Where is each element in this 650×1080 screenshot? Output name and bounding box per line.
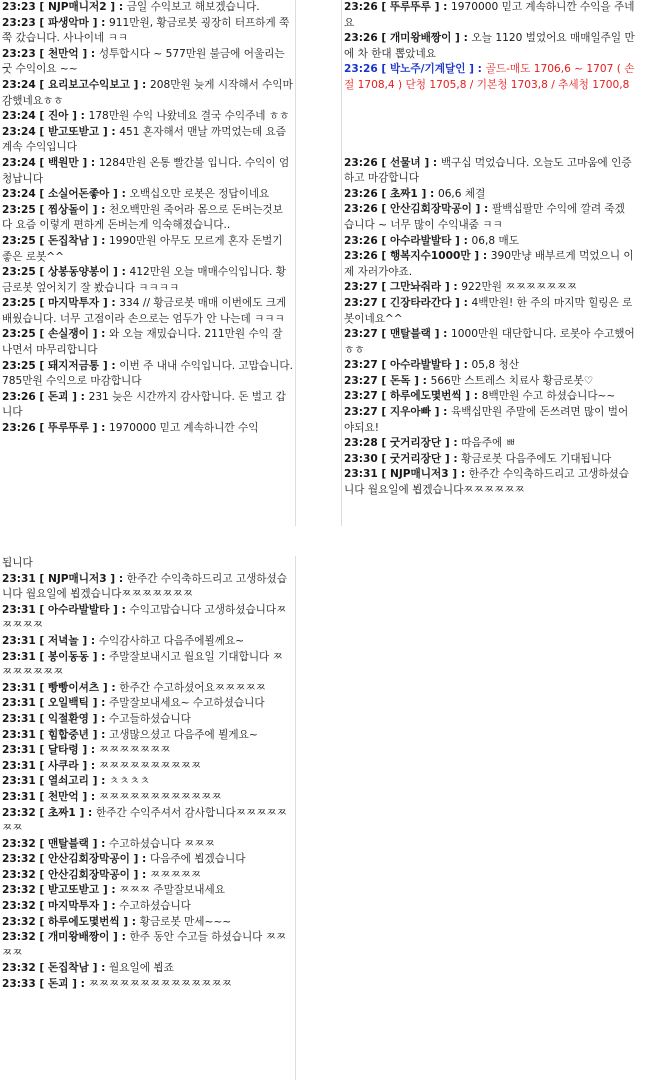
message-time: 23:27 (344, 281, 378, 294)
message-author: 소실어돈좋아 (47, 188, 110, 201)
message-author: 긴장타라간다 (389, 296, 452, 309)
message-time: 23:26 (344, 203, 378, 216)
chat-log-panel-right (341, 0, 637, 526)
message-author: 아수라발발타 (389, 234, 452, 247)
message-time: 23:32 (2, 837, 36, 850)
message-author: 저녁놀 (47, 634, 79, 647)
chat-message: 23:31 [ NJP매니저3 ] : 한주간 수익축하드리고 고생하셨습니다 월요일에 뵙겠습니다ㅉㅉㅉㅉㅉㅉㅉ (2, 572, 288, 601)
chat-message: 23:31 [ 오일백틱 ] : 주말잘보내세요~ 수고하셨습니다 (2, 697, 265, 710)
message-time: 23:26 (344, 32, 378, 45)
message-time: 23:26 (344, 156, 378, 169)
chat-message: 23:30 [ 굿거리장단 ] : 황금로봇 다음주에도 기대됩니다 (344, 452, 612, 465)
chat-message: 23:26 [ 아수라발발타 ] : 06,8 매도 (344, 234, 519, 247)
chat-message: 23:28 [ 굿거리장단 ] : 따음주에 ㅃ (344, 437, 516, 450)
message-time: 23:25 (2, 328, 36, 341)
message-author: 받고또받고 (47, 125, 100, 138)
chat-message: 23:26 [ 뚜루뚜루 ] : 1970000 믿고 계속하니깐 수익 (2, 422, 259, 435)
message-author: 초짜1 (389, 187, 418, 200)
chat-message: 23:31 [ NJP매니저3 ] : 한주간 수익축하드리고 고생하셨습니다 월요일에 뵙겠습니다ㅉㅉㅉㅉㅉㅉ (344, 468, 630, 497)
message-time: 23:25 (2, 359, 36, 372)
chat-message: 23:32 [ 돈집착남 ] : 월요일에 뵙죠 (2, 962, 174, 975)
message-author: 초짜1 (47, 806, 76, 819)
message-text: 와 오늘 재밌습니다. 211만원 수익 잘 나면서 마무리합니다 (2, 328, 283, 357)
message-author: 사쿠라 (47, 759, 79, 772)
message-time: 23:31 (2, 603, 36, 616)
message-author: 아수라발발타 (389, 359, 452, 372)
message-time: 23:26 (2, 422, 36, 435)
message-author: 돈괴 (47, 978, 69, 991)
message-author: 선물녀 (389, 156, 421, 169)
chat-message: 23:32 [ 받고또받고 ] : ㅉㅉㅉ 주말잘보내세요 (2, 884, 225, 897)
message-text: 922만원 ㅉㅉㅉㅉㅉㅉㅉ (461, 281, 577, 294)
message-text: 월요일에 뵙죠 (109, 962, 174, 975)
chat-message: 23:32 [ 초짜1 ] : 한주간 수익주셔서 감사합니다ㅉㅉㅉㅉㅉㅉㅉ (2, 806, 287, 835)
message-time: 23:32 (2, 806, 36, 819)
message-author: 행복지수1000만 (389, 250, 471, 263)
message-text: 따음주에 ㅃ (461, 437, 516, 450)
chat-message: 23:26 [ 돈괴 ] : 231 늦은 시간까지 감사합니다. 돈 벌고 갑니다 (2, 390, 286, 419)
message-text: 208만원 늦게 시작해서 수익마감했네요ㅎㅎ (2, 78, 293, 107)
chat-message: 23:31 [ 아수라발발타 ] : 수익고맙습니다 고생하셨습니다ㅉㅉㅉㅉㅉ (2, 603, 287, 632)
chat-message: 23:24 [ 요리보고수익보고 ] : 208만원 늦게 시작해서 수익마감했네요ㅎㅎ (2, 78, 293, 107)
message-time: 23:31 (2, 650, 36, 663)
chat-message: 23:31 [ 봉이동동 ] : 주말잘보내시고 월요일 기대합니다 ㅉㅉㅉㅉㅉㅉㅉ (2, 650, 283, 679)
message-author: 그만놔줘라 (389, 281, 442, 294)
message-text: 231 늦은 시간까지 감사합니다. 돈 벌고 갑니다 (2, 390, 286, 419)
message-text: 1970000 믿고 계속하니깐 수익을 주네요 (344, 1, 635, 29)
message-text: 1000만원 대단합니다. 로봇아 수고했어 ㅎㅎ (344, 328, 635, 356)
message-text: 고생많으셨고 다음주에 뵐게요~ (109, 728, 258, 741)
message-text: 수고하셨습니다 ㅉㅉㅉ (109, 837, 215, 850)
message-text: ㅉㅉㅉㅉㅉㅉㅉㅉㅉㅉㅉㅉ (98, 790, 222, 803)
message-text: 수고하셨습니다 (119, 900, 191, 913)
message-author: 돈독 (389, 374, 411, 387)
message-author: 지우아빠 (389, 406, 431, 419)
message-time: 23:27 (344, 359, 378, 372)
message-time: 23:33 (2, 978, 36, 991)
message-author: NJP매니저3 (389, 468, 449, 481)
message-author: NJP매니저2 (47, 1, 107, 13)
chat-message: 23:25 [ 마지막투자 ] : 334 // 황금로봇 매매 이번에도 크게 배웠습니다. 너무 고점이라 손으로는 엄두가 안 나는데 ㅋㅋㅋ (2, 297, 287, 325)
message-author: 봉이동동 (47, 650, 89, 663)
chat-message: 23:25 [ 돈집착남 ] : 1990만원 아무도 모르게 혼자 돈벌기 좋은 로봇^^ (2, 234, 283, 263)
message-text: 육백십만원 주말에 돈쓰려면 많이 벌어야되요! (344, 406, 629, 434)
message-text: ㅉㅉㅉㅉㅉ (149, 868, 202, 881)
message-author: 굿거리장단 (389, 452, 442, 465)
message-time: 23:26 (344, 1, 378, 13)
message-author: 빵빵이셔츠 (47, 681, 100, 694)
chat-message: 23:32 [ 개미왕배짱이 ] : 한주 동안 수고들 하셨습니다 ㅉㅉㅉㅉ (2, 931, 287, 959)
message-time: 23:23 (2, 16, 36, 29)
chat-message: 23:23 [ 파생악마 ] : 911만원, 황금로봇 굉장히 터프하게 쭉쭉 갔습니다. 사나이네 ㅋㅋ (2, 16, 290, 45)
chat-message: 23:26 [ 초짜1 ] : 06,6 체결 (344, 187, 486, 200)
message-text: 오늘 1120 벌었어요 매매일주일 만에 차 한대 뽑았네요 (344, 32, 635, 60)
message-author: 오일백틱 (47, 697, 89, 710)
chat-message: 23:31 [ 저녁놀 ] : 수익감사하고 다음주에뵐께요~ (2, 634, 245, 647)
message-time: 23:25 (2, 203, 36, 216)
chat-message: 23:33 [ 돈괴 ] : ㅉㅉㅉㅉㅉㅉㅉㅉㅉㅉㅉㅉㅉㅉ (2, 978, 232, 991)
chat-log-panel-left (0, 0, 296, 526)
message-author: 요리보고수익보고 (47, 78, 130, 91)
message-gap (342, 94, 637, 156)
chat-log-panel-bottom (0, 556, 296, 1080)
message-author: 뚜루뚜루 (389, 1, 431, 13)
message-text: 06,8 매도 (471, 234, 519, 247)
chat-message: 23:26 [ 개미왕배짱이 ] : 오늘 1120 벌었어요 매매일주일 만에 차 한대 뽑았네요 (344, 32, 635, 60)
message-time: 23:24 (2, 156, 36, 169)
chat-message (0, 556, 295, 572)
chat-message: 23:27 [ 돈독 ] : 566만 스트레스 치료사 황금로봇♡ (344, 374, 594, 387)
message-text: 금일 수익보고 해보겠습니다. (126, 1, 260, 13)
chat-message: 23:24 [ 백원만 ] : 1284만원 온통 빨간불 입니다. 수익이 엄청납니다 (2, 156, 290, 185)
message-time: 23:32 (2, 900, 36, 913)
message-author: 돈집착남 (47, 962, 89, 975)
chat-message: 23:26 [ 뚜루뚜루 ] : 1970000 믿고 계속하니깐 수익을 주네요 (344, 1, 635, 29)
message-time: 23:32 (2, 962, 36, 975)
message-text: 334 // 황금로봇 매매 이번에도 크게 배웠습니다. 너무 고점이라 손으로는 엄두가 안 나는데 ㅋㅋㅋ (2, 297, 287, 325)
message-author: 박노주/기계달인 (389, 63, 466, 76)
message-time: 23:32 (2, 868, 36, 881)
message-author: 상봉동양봉이 (47, 266, 110, 279)
chat-message: 23:31 [ 빵빵이셔츠 ] : 한주간 수고하셨어요ㅉㅉㅉㅉㅉ (2, 681, 266, 694)
message-text: 390만냥 배부르게 먹었으니 이제 자러가야죠. (344, 250, 634, 278)
message-time: 23:32 (2, 915, 36, 928)
message-author: 천만억 (47, 790, 79, 803)
message-time: 23:31 (344, 468, 378, 481)
message-time: 23:31 (2, 728, 36, 741)
chat-message: 23:31 [ 열쇠고리 ] : ㅊㅊㅊㅊ (2, 775, 150, 788)
message-text: 06,6 체결 (437, 187, 486, 200)
message-author: 뚜루뚜루 (47, 422, 89, 435)
chat-message: 23:24 [ 소실어돈좋아 ] : 오백십오만 로봇은 정답이네요 (2, 188, 270, 201)
message-text: 다음주에 뵙겠습니다 (149, 853, 246, 866)
message-author: 맨탈블랙 (389, 328, 431, 341)
message-time: 23:26 (344, 187, 378, 200)
message-time: 23:23 (2, 1, 36, 13)
message-text: 수고들하셨습니다 (109, 712, 191, 725)
chat-message: 23:26 [ 선물녀 ] : 백구십 먹었습니다. 오늘도 고마움에 인증하고 마감합니다 (344, 156, 632, 185)
chat-message: 23:31 [ 힘합중년 ] : 고생많으셨고 다음주에 뵐게요~ (2, 728, 258, 741)
message-time: 23:32 (2, 853, 36, 866)
message-text: 566만 스트레스 치료사 황금로봇♡ (430, 374, 594, 387)
message-time: 23:23 (2, 47, 36, 60)
message-author: 아수라발발타 (47, 603, 110, 616)
message-text: 이번 주 내내 수익입니다. 고맙습니다. 785만원 수익으로 마감합니다 (2, 359, 293, 388)
message-text: 한주간 수익축하드리고 고생하셨습니다 월요일에 뵙겠습니다ㅉㅉㅉㅉㅉㅉㅉ (2, 572, 288, 601)
message-author: 힘합중년 (47, 728, 89, 741)
message-time: 23:24 (2, 188, 36, 201)
message-time: 23:25 (2, 266, 36, 279)
message-time: 23:27 (344, 406, 378, 419)
message-text: 황금로봇 만세~~~ (139, 915, 232, 928)
message-text: 팔백십팔만 수익에 깔려 죽겠습니다 ~ 너무 많이 수익내줌 ㅋㅋ (344, 203, 625, 231)
message-time: 23:24 (2, 125, 36, 138)
message-text: 수익감사하고 다음주에뵐께요~ (98, 634, 245, 647)
message-text: 911만원, 황금로봇 굉장히 터프하게 쭉쭉 갔습니다. 사나이네 ㅋㅋ (2, 16, 290, 45)
message-time: 23:31 (2, 759, 36, 772)
message-time: 23:26 (2, 390, 36, 403)
message-author: 달타령 (47, 744, 79, 757)
chat-message: 23:26 [ 안산김회장막공이 ] : 팔백십팔만 수익에 깔려 죽겠습니다 ~ 너무 많이 수익내줌 ㅋㅋ (344, 203, 625, 231)
message-text: 412만원 오늘 매매수익입니다. 황금로봇 엎어치기 잘 봤습니다 ㅋㅋㅋㅋ (2, 266, 287, 294)
message-time: 23:32 (2, 884, 36, 897)
chat-message: 23:25 [ 돼지저금통 ] : 이번 주 내내 수익입니다. 고맙습니다. 785만원 수익으로 마감합니다 (2, 359, 293, 388)
chat-message: 23:26 [ 행복지수1000만 ] : 390만냥 배부르게 먹었으니 이제 자러가야죠. (344, 250, 634, 278)
message-text: 황금로봇 다음주에도 기대됩니다 (461, 452, 612, 465)
message-author: 안산김회장막공이 (47, 868, 130, 881)
message-text: 주말잘보내시고 월요일 기대합니다 ㅉㅉㅉㅉㅉㅉㅉ (2, 650, 283, 679)
message-author: NJP매니저3 (47, 572, 107, 585)
message-time: 23:31 (2, 712, 36, 725)
message-text: 천오백만원 죽어라 몸으로 돈버는것보다 요즘 이렇게 편하게 돈버는게 익숙해졌습니다.. (2, 203, 283, 232)
chat-message: 23:32 [ 하루에도몇번씩 ] : 황금로봇 만세~~~ (2, 915, 232, 928)
message-author: 돈괴 (47, 390, 69, 403)
message-author: 익절환영 (47, 712, 89, 725)
message-time: 23:32 (2, 931, 36, 944)
message-time: 23:26 (344, 63, 378, 76)
message-text: ㅉㅉㅉ 주말잘보내세요 (119, 884, 225, 897)
chat-message: 23:27 [ 하루에도몇번씩 ] : 8백만원 수고 하셨습니다~~ (344, 390, 616, 403)
message-text: 성투합시다 ~ 577만원 불금에 어울리는 굿 수익이요 ~~ (2, 47, 285, 76)
message-time: 23:31 (2, 744, 36, 757)
message-text: 수익고맙습니다 고생하셨습니다ㅉㅉㅉㅉㅉ (2, 603, 287, 632)
chat-message-highlighted: 23:26 [ 박노주/기계달인 ] : 골드-매도 1706,6 ~ 1707 ( 손절 1708,4 ) 단청 1705,8 / 기본청 1703,8 / 추세청 1700,8 (344, 63, 635, 91)
message-author: 파생악마 (47, 16, 89, 29)
message-text: 05,8 청산 (471, 359, 519, 372)
chat-message: 23:32 [ 안산김회장막공이 ] : ㅉㅉㅉㅉㅉ (2, 868, 202, 881)
message-time: 23:30 (344, 452, 378, 465)
message-time: 23:31 (2, 775, 36, 788)
message-author: 굿거리장단 (389, 437, 442, 450)
message-text: ㅉㅉㅉㅉㅉㅉㅉㅉㅉㅉㅉㅉㅉㅉ (88, 978, 232, 991)
chat-message: 23:27 [ 지우아빠 ] : 육백십만원 주말에 돈쓰려면 많이 벌어야되요! (344, 406, 629, 434)
chat-message: 23:27 [ 아수라발발타 ] : 05,8 청산 (344, 359, 519, 372)
chat-message: 23:25 [ 손실쟁이 ] : 와 오늘 재밌습니다. 211만원 수익 잘 나면서 마무리합니다 (2, 328, 283, 357)
message-time: 23:31 (2, 697, 36, 710)
message-author: 돈집착남 (47, 234, 89, 247)
message-author: 열쇠고리 (47, 775, 89, 788)
message-author: 백원만 (47, 156, 79, 169)
message-text: 8백만원 수고 하셨습니다~~ (481, 390, 616, 403)
chat-message: 23:27 [ 긴장타라간다 ] : 4백만원! 한 주의 마지막 힐링은 로봇이네요^^ (344, 296, 633, 325)
message-author: 하루에도몇번씩 (47, 915, 120, 928)
message-time: 23:31 (2, 572, 36, 585)
chat-message: 23:32 [ 안산김회장막공이 ] : 다음주에 뵙겠습니다 (2, 853, 246, 866)
message-author: 받고또받고 (47, 884, 100, 897)
message-author: 하루에도몇번씩 (389, 390, 462, 403)
message-text: 1284만원 온통 빨간불 입니다. 수익이 엄청납니다 (2, 156, 290, 185)
message-text: ㅉㅉㅉㅉㅉㅉㅉㅉㅉㅉ (98, 759, 202, 772)
message-time: 23:27 (344, 390, 378, 403)
message-author: 진아 (47, 110, 69, 123)
message-text: 오백십오만 로봇은 정답이네요 (129, 188, 270, 201)
message-author: 개미왕배짱이 (47, 931, 110, 944)
message-text: 178만원 수익 나왔네요 결국 수익주네 ㅎㅎ (88, 110, 290, 123)
message-author: 손실쟁이 (47, 328, 89, 341)
message-time: 23:25 (2, 234, 36, 247)
chat-message: 23:27 [ 그만놔줘라 ] : 922만원 ㅉㅉㅉㅉㅉㅉㅉ (344, 281, 577, 294)
message-time: 23:31 (2, 634, 36, 647)
chat-message: 23:24 [ 진아 ] : 178만원 수익 나왔네요 결국 수익주네 ㅎㅎ (2, 110, 290, 123)
chat-message: 23:31 [ 익절환영 ] : 수고들하셨습니다 (2, 712, 191, 725)
message-text: 1990만원 아무도 모르게 혼자 돈벌기 좋은 로봇^^ (2, 234, 283, 263)
message-time: 23:25 (2, 297, 36, 310)
message-author: 마지막투자 (47, 900, 100, 913)
message-time: 23:27 (344, 296, 378, 309)
chat-message: 23:31 [ 사쿠라 ] : ㅉㅉㅉㅉㅉㅉㅉㅉㅉㅉ (2, 759, 202, 772)
message-time: 23:27 (344, 374, 378, 387)
chat-message: 23:23 [ NJP매니저2 ] : 금일 수익보고 해보겠습니다. (2, 1, 260, 13)
message-author: 천만억 (47, 47, 79, 60)
message-author: 돼지저금통 (47, 359, 100, 372)
message-text: 한주간 수익축하드리고 고생하셨습니다 월요일에 뵙겠습니다ㅉㅉㅉㅉㅉㅉ (344, 468, 630, 497)
chat-message: 23:27 [ 맨탈블랙 ] : 1000만원 대단합니다. 로봇아 수고했어 ㅎㅎ (344, 328, 635, 356)
chat-message: 23:31 [ 천만억 ] : ㅉㅉㅉㅉㅉㅉㅉㅉㅉㅉㅉㅉ (2, 790, 222, 803)
message-text: ㅊㅊㅊㅊ (109, 775, 150, 788)
message-text: 주말잘보내세요~ 수고하셨습니다 (109, 697, 265, 710)
chat-message: 23:25 [ 상봉동양봉이 ] : 412만원 오늘 매매수익입니다. 황금로봇 엎어치기 잘 봤습니다 ㅋㅋㅋㅋ (2, 266, 287, 294)
message-text: 됩니다 (2, 557, 33, 569)
message-text: 한주 동안 수고들 하셨습니다 ㅉㅉㅉㅉ (2, 931, 287, 959)
message-time: 23:27 (344, 328, 378, 341)
message-time: 23:26 (344, 250, 378, 263)
message-text: 1970000 믿고 계속하니깐 수익 (109, 422, 259, 435)
message-author: 개미왕배짱이 (389, 32, 452, 45)
message-author: 마지막투자 (47, 297, 100, 310)
message-text: 451 혼자해서 맨날 까먹었는데 요즘 계속 수익입니다 (2, 125, 287, 154)
message-time: 23:24 (2, 110, 36, 123)
message-text: 4백만원! 한 주의 마지막 힐링은 로봇이네요^^ (344, 296, 633, 325)
chat-message: 23:32 [ 맨탈블랙 ] : 수고하셨습니다 ㅉㅉㅉ (2, 837, 215, 850)
chat-message: 23:31 [ 달타령 ] : ㅉㅉㅉㅉㅉㅉㅉ (2, 744, 171, 757)
message-text: 한주간 수고하셨어요ㅉㅉㅉㅉㅉ (119, 681, 266, 694)
message-text: 한주간 수익주셔서 감사합니다ㅉㅉㅉㅉㅉㅉㅉ (2, 806, 287, 835)
message-text: 백구십 먹었습니다. 오늘도 고마움에 인증하고 마감합니다 (344, 156, 632, 185)
chat-message: 23:23 [ 천만억 ] : 성투합시다 ~ 577만원 불금에 어울리는 굿 수익이요 ~~ (2, 47, 285, 76)
message-text: 골드-매도 1706,6 ~ 1707 ( 손절 1708,4 ) 단청 1705,8 / 기본청 1703,8 / 추세청 1700,8 (344, 63, 635, 91)
chat-message: 23:24 [ 받고또받고 ] : 451 혼자해서 맨날 까먹었는데 요즘 계속 수익입니다 (2, 125, 287, 154)
message-time: 23:31 (2, 790, 36, 803)
message-time: 23:31 (2, 681, 36, 694)
message-time: 23:24 (2, 78, 36, 91)
message-time: 23:26 (344, 234, 378, 247)
message-time: 23:28 (344, 437, 378, 450)
message-author: 찜상돌이 (47, 203, 89, 216)
message-author: 맨탈블랙 (47, 837, 89, 850)
message-author: 안산김회장막공이 (47, 853, 130, 866)
chat-message: 23:32 [ 마지막투자 ] : 수고하셨습니다 (2, 900, 191, 913)
message-author: 안산김회장막공이 (389, 203, 472, 216)
message-text: ㅉㅉㅉㅉㅉㅉㅉ (98, 744, 171, 757)
chat-message: 23:25 [ 찜상돌이 ] : 천오백만원 죽어라 몸으로 돈버는것보다 요즘 이렇게 편하게 돈버는게 익숙해졌습니다.. (2, 203, 283, 232)
